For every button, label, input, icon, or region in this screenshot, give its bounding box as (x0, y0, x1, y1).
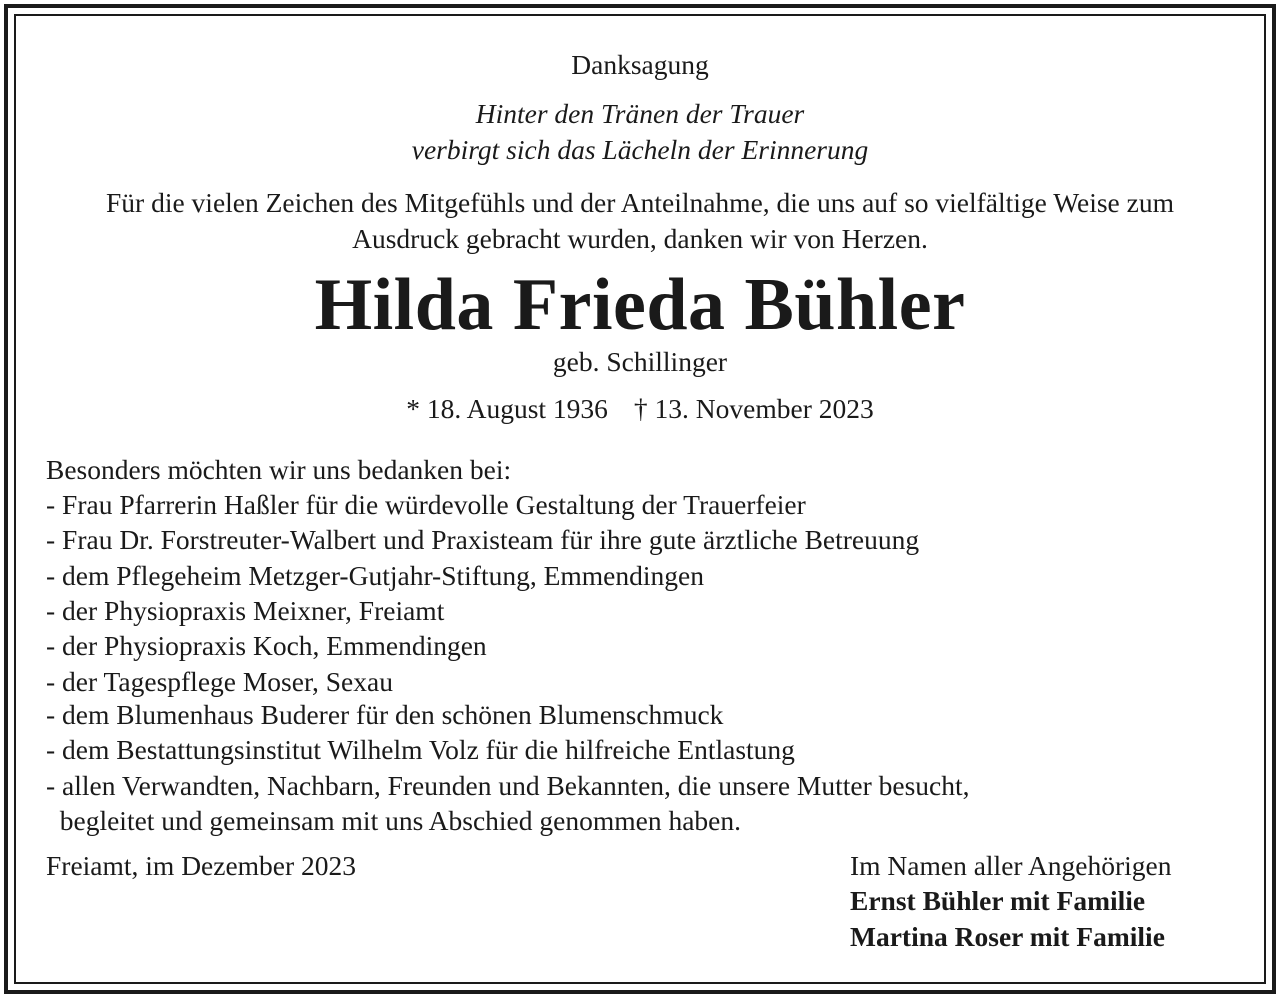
thanks-item: - dem Blumenhaus Buderer für den schönen Blumenschmuck (46, 699, 724, 730)
quote-line-2: verbirgt sich das Lächeln der Erinnerung (411, 134, 869, 165)
thanks-item: - Frau Pfarrerin Haßler für die würdevolle Gestaltung der Trauerfeier (46, 489, 806, 520)
deceased-name: Hilda Frieda Bühler (314, 264, 966, 346)
thanks-item: - dem Bestattungsinstitut Wilhelm Volz für die hilfreiche Entlastung (46, 734, 795, 765)
intro-line-2: Ausdruck gebracht wurden, danken wir von Herzen. (352, 223, 928, 254)
thanks-item: - der Physiopraxis Koch, Emmendingen (46, 630, 487, 661)
notice-heading: Danksagung (571, 49, 709, 80)
intro-line-1: Für die vielen Zeichen des Mitgefühls und der Anteilnahme, die uns auf so vielfältige Weise zum (106, 187, 1174, 218)
signatory-1: Ernst Bühler mit Familie (850, 885, 1146, 916)
thanks-item: - Frau Dr. Forstreuter-Walbert und Praxisteam für ihre gute ärztliche Betreuung (46, 524, 920, 555)
birth-date: * 18. August 1936 (406, 393, 608, 424)
thanks-item: - dem Pflegeheim Metzger-Gutjahr-Stiftung, Emmendingen (46, 560, 704, 591)
life-dates (0, 392, 1280, 426)
maiden-name: geb. Schillinger (552, 346, 728, 377)
thanks-intro: Besonders möchten wir uns bedanken bei: (46, 454, 512, 485)
thanks-item: - der Tagespflege Moser, Sexau (46, 666, 393, 697)
death-date: † 13. November 2023 (633, 393, 874, 424)
place-and-date: Freiamt, im Dezember 2023 (46, 850, 357, 881)
thanks-item: - der Physiopraxis Meixner, Freiamt (46, 595, 445, 626)
quote-line-1: Hinter den Tränen der Trauer (475, 98, 805, 129)
thanks-item-continuation: begleitet und gemeinsam mit uns Abschied genommen haben. (46, 805, 741, 836)
signatory-2: Martina Roser mit Familie (850, 921, 1165, 952)
thanks-item: - allen Verwandten, Nachbarn, Freunden und Bekannten, die unsere Mutter besucht, (46, 770, 970, 801)
signoff: Im Namen aller Angehörigen (850, 850, 1172, 881)
